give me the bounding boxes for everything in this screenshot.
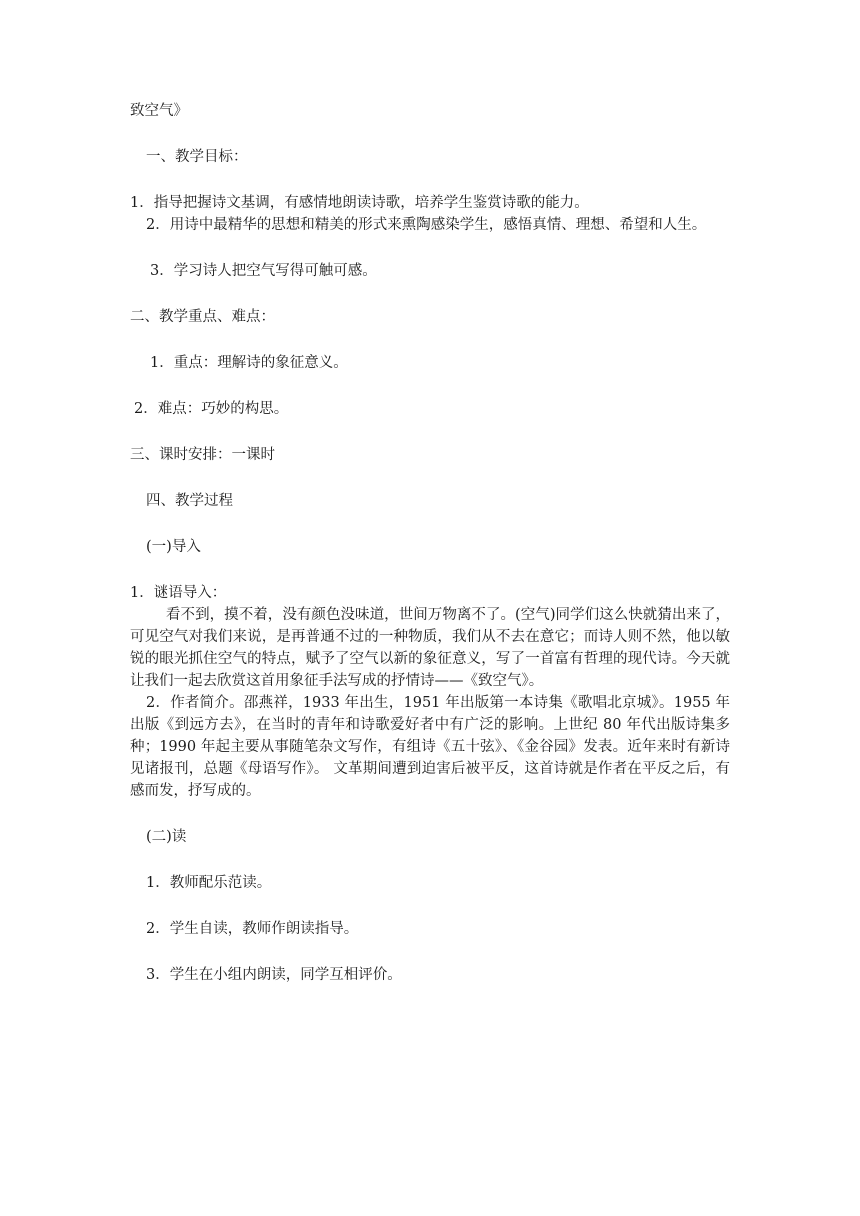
section-key-heading: 二、教学重点、难点：: [130, 309, 275, 325]
section-goals-heading: 一、教学目标：: [146, 149, 248, 165]
author-intro-paragraph: 2．作者简介。邵燕祥，1933 年出生，1951 年出版第一本诗集《歌唱北京城》。1955 年出版《到远方去》，在当时的青年和诗歌爱好者中有广泛的影响。上世纪 80 年代出版诗集多种；1990 年起主要从事随笔杂文写作，有组诗《五十弦》、《金谷园》发表。近年来时有新诗见诸报刊，总题《母语写作》。 文革期间遭到迫害后被平反，这首诗就是作者在平反之后，有感而发，抒写成的。: [130, 695, 730, 799]
key-item-1: 1．重点：理解诗的象征意义。: [150, 355, 348, 371]
goal-item-3: 3．学习诗人把空气写得可触可感。: [150, 263, 377, 279]
goal-item-1: 1．指导把握诗文基调，有感情地朗读诗歌，培养学生鉴赏诗歌的能力。: [130, 195, 589, 211]
read-heading: (二)读: [146, 829, 187, 845]
intro-riddle-paragraph: 看不到，摸不着，没有颜色没味道，世间万物离不了。(空气)同学们这么快就猜出来了，可见空气对我们来说，是再普通不过的一种物质，我们从不去在意它；而诗人则不然，他以敏锐的眼光抓住空气的特点，赋予了空气以新的象征意义，写了一首富有哲理的现代诗。今天就让我们一起去欣赏这首用象征手法写成的抒情诗——《致空气》。: [130, 607, 730, 689]
intro-riddle-label: 1．谜语导入：: [130, 585, 227, 601]
read-item-1: 1．教师配乐范读。: [146, 875, 272, 891]
read-item-3: 3．学生在小组内朗读，同学互相评价。: [146, 967, 402, 983]
document-body: [130, 100, 730, 986]
section-process-heading: 四、教学过程: [146, 493, 233, 509]
document-title: 致空气》: [130, 103, 188, 119]
key-item-2: 2．难点：巧妙的构思。: [134, 401, 289, 417]
goal-item-2: 2．用诗中最精华的思想和精美的形式来熏陶感染学生，感悟真情、理想、希望和人生。: [146, 217, 707, 233]
intro-heading: (一)导入: [146, 539, 201, 555]
read-item-2: 2．学生自读，教师作朗读指导。: [146, 921, 359, 937]
section-schedule: 三、课时安排：一课时: [130, 447, 275, 463]
